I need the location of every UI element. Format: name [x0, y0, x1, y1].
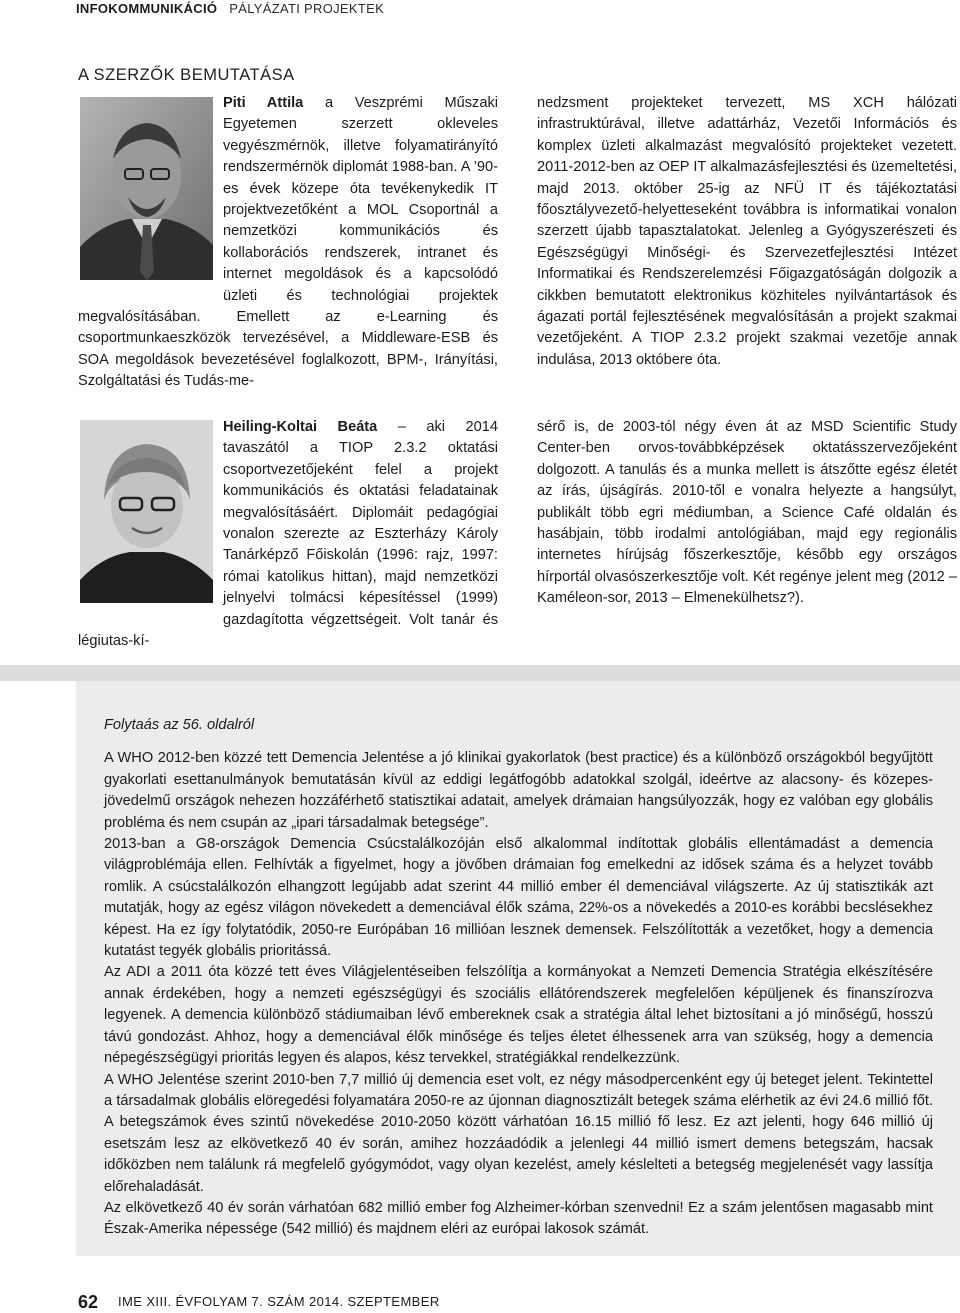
divider-band — [0, 665, 960, 681]
article-paragraph: 2013-ban a G8-országok Demencia Csúcstalálkozóján első alkalommal indítottak globális ellentámadást a demencia világproblémája ellen. Felhívták a figyelmet, hogy a jövőben drámaian fog emelkedni az idősek száma és a helyzet tovább romlik. A csúcstalálkozón elhangzott legújabb adat szerint 44 millió ember él demenciával világszerte. Az új statisztikák azt mutatják, hogy az egész világon növekedett a demenciával élők száma, 22%-os a növekedés a 2010-es korábbi becslésekhez képest. Ha ez így folytatódik, 2050-re Európában 16 millióan lesznek demensek. Felszólították a vezetőket, hogy a demencia kutatást tegyék globális prioritássá. — [104, 836, 933, 960]
author1-bio-right — [537, 93, 957, 371]
author2-bio-text: – aki 2014 tavaszától a TIOP 2.3.2 oktatási csoportvezetőjeként felel a projekt kommunikációs és oktatási feladatainak megvalósításáért. Diplomáit pedagógiai vonalon szerezte az Eszterházy Károly Tanárképző Főiskolán (1996: rajz, 1997: római katolikus hittan), majd nemzetközi jelnyelvi tolmácsi képesítéssel (1999) gazdagította végzettségeit. Volt tanár és légiutas-kí- — [78, 419, 498, 650]
continued-from-label: Folytaás az 56. oldalról — [104, 717, 255, 733]
header-subsection: PÁLYÁZATI PROJEKTEK — [229, 1, 385, 16]
issue-info: IME XIII. ÉVFOLYAM 7. SZÁM 2014. SZEPTEMBER — [118, 1294, 440, 1309]
page-footer — [78, 1292, 440, 1313]
page-number: 62 — [78, 1292, 99, 1312]
running-header — [76, 0, 384, 22]
author2-bio-left — [78, 417, 498, 652]
continued-article-box — [76, 681, 960, 1256]
section-title: A SZERZŐK BEMUTATÁSA — [78, 66, 295, 84]
author2-bio-continued: sérő is, de 2003-tól négy éven át az MSD Scientific Study Center-ben orvos-továbbképzések oktatásszervezőjeként dolgozott. A tanulás és a munka mellett is átszőtte egész életét az írás, újságírás. 2010-től e vonalra helyezte a hangsúlyt, publikált több egri médiumban, a Science Café oldalán és hasábjain, több irodalmi antológiában, majd egy regionális internetes hírújság főszerkesztője, később egy országos hírportál olvasószerkesztője volt. Két regénye jelent meg (2012 – Kaméleon-sor, 2013 – Elmenekülhetsz?). — [537, 419, 957, 607]
article-paragraph: A WHO Jelentése szerint 2010-ben 7,7 millió új demencia eset volt, ez négy másodpercenként egy új beteget jelent. Tekintettel a társadalmak globális elöregedési folyamatára 2050-re az újonnan diagnosztizált betegek száma elérhetik az évi 24.6 millió főt. A betegszámok éves szintű növekedése 2010-2050 között várhatóan 16.15 millió fő lesz. Ez azt jelenti, hogy 646 millió új esetszám lesz az elkövetkező 40 év során, amihez hozzáadódik a jelenlegi 44 millió ismert demens betegszám, hacsak időközben nem találunk rá megfelelő gyógymódot, vagy olyan kezelést, amely késlelteti a betegség megjelenését vagy lassítja előrehaladását. — [104, 1071, 933, 1195]
author2-name: Heiling-Koltai Beáta — [223, 419, 378, 435]
article-paragraph: Az ADI a 2011 óta közzé tett éves Világjelentéseiben felszólítja a kormányokat a Nemzeti Demencia Stratégia elkészítésére annak érdekében, hogy a nemzeti egészségügyi és szociális ellátórendszerek megfelelően képüljenek és finanszírozva legyenek. A demencia különböző stádiumaiban lévő embereknek csak a stratégia által lehet biztosítani a jó minőségű, hosszú távú gondozást. Ahhoz, hogy a demenciával élők minősége és teljes életet élhessenek arra van szükség, hogy a demencia népegészségügyi prioritás legyen és alapos, kész tervekkel, stratégiákkal rendelkezzünk. — [104, 964, 933, 1067]
author1-bio-left — [78, 93, 498, 393]
author2-bio-right — [537, 417, 957, 610]
article-paragraph: A WHO 2012-ben közzé tett Demencia Jelentése a jó klinikai gyakorlatok (best practice) és a különböző országokból begyűjtött gyakorlati esettanulmányok bemutatásán kívül az eddigi legátfogóbb adatokkal szolgál, ideértve az alacsony- és közepes-jövedelmű országok nehezen hozzáférhető statisztikai adatait, amelyek drámaian hangsúlyozzák, hogy ez valóban egy globális probléma és nem csupán az „ipari társadalmak betegsége”. — [104, 750, 933, 831]
article-paragraph: Az elkövetkező 40 év során várhatóan 682 millió ember fog Alzheimer-kórban szenvedni! Ez a szám jelentősen magasabb mint Észak-Amerika népessége (542 millió) és majdnem eléri az európai lakosok számát. — [104, 1199, 933, 1238]
header-section: INFOKOMMUNIKÁCIÓ — [76, 1, 218, 16]
author1-bio-continued: nedzsment projekteket tervezett, MS XCH hálózati infrastruktúrával, illetve adattárház, Vezetői Információs és komplex üzleti alkalmazást megvalósító projekteket vezetett. 2011-2012-ben az OEP IT alkalmazásfejlesztési és üzemeltetési, majd 2013. október 25-ig az NFÜ IT és tájékoztatási főosztályvezető-helyetteseként továbbra is informatikai vonalon szerzett újabb tapasztalatokat. Jelenleg a Gyógyszerészeti és Egészségügyi Minőségi- és Szervezetfejlesztési Intézet Informatikai és Rendszerelemzési Főigazgatóságán dolgozik a cikkben bemutatott elektronikus közhiteles nyilvántartások és ágazati portál fejlesztésének megvalósításán a projekt szakmai vezetőjeként. A TIOP 2.3.2 projekt szakmai vezetője annak indulása, 2013 októbere óta. — [537, 95, 957, 368]
author1-name: Piti Attila — [223, 95, 304, 111]
author1-bio-text: a Veszprémi Műszaki Egyetemen szerzett okleveles vegyészmérnök, illetve folyamatirányító rendszermérnök diplomát 1988-ban. A ’90-es évek közepe óta tevékenykedik IT projektvezetőként a MOL Csoportnál a nemzetközi kommunikációs és kollaborációs rendszerek, intranet és internet megoldások és a kapcsolódó üzleti és technológiai projektek megvalósításában. Emellett az e-Learning és csoportmunkaeszközök tervezésével, a Middleware-ESB és SOA megoldások bevezetésével foglalkozott, BPM-, Irányítási, Szolgáltatási és Tudás-me- — [78, 95, 499, 390]
